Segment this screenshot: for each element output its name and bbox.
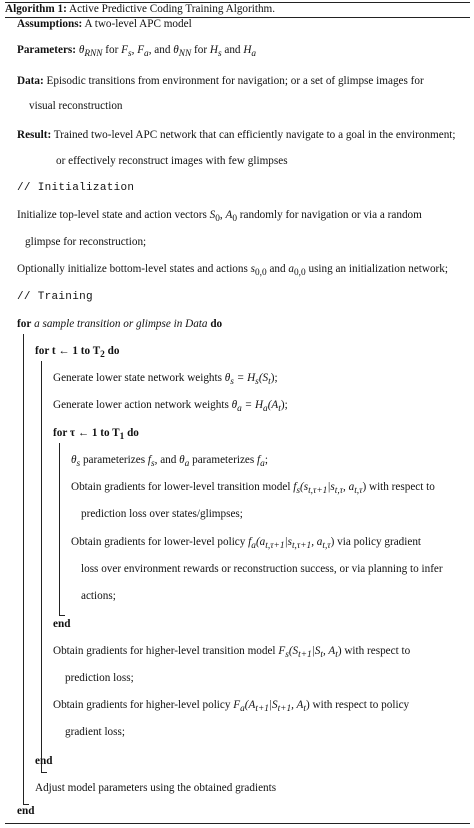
keyword-for: for	[35, 345, 50, 357]
data-line-2: visual reconstruction	[29, 100, 123, 112]
sub: 0,0	[255, 268, 267, 279]
lower-policy-line-3: actions;	[81, 590, 116, 602]
keyword-do: do	[124, 427, 139, 439]
result-line-2: or effectively reconstruct images with few glimpses	[56, 155, 288, 167]
math: θ	[71, 454, 77, 466]
bottom-rule	[5, 823, 470, 824]
data-text: Episodic transitions from environment for navigation; or a set of glimpse images for	[46, 75, 424, 87]
data-line-1	[17, 75, 424, 88]
text: Obtain gradients for lower-level policy	[71, 536, 249, 548]
text: Obtain gradients for higher-level policy	[53, 699, 234, 711]
text: ,	[219, 209, 226, 221]
keyword-for: for	[17, 318, 32, 330]
parameters-label: Parameters:	[17, 44, 77, 56]
text: parameterizes	[80, 454, 148, 466]
assumptions-line	[17, 18, 192, 31]
text: Generate lower state network weights	[53, 372, 225, 384]
sub: s	[150, 459, 155, 470]
text: and	[221, 44, 244, 56]
text: τ ← 1 to T	[67, 427, 120, 439]
math: , A	[291, 699, 304, 711]
sub: s	[255, 377, 259, 388]
sub: 0	[215, 214, 220, 225]
math: = H	[233, 372, 256, 384]
tau-for-line	[53, 427, 139, 443]
lower-policy-line-2: loss over environment rewards or reconstruction success, or via planning to infer	[81, 563, 443, 575]
sub: 2	[100, 350, 105, 361]
sub: 1	[119, 432, 125, 443]
sub: a	[260, 459, 265, 470]
sub: t,τ	[334, 486, 344, 497]
sub: a	[263, 404, 268, 415]
math: (S	[258, 372, 269, 384]
math: A	[225, 209, 233, 221]
text: ) with respect to	[337, 645, 411, 657]
sub: s	[217, 49, 222, 60]
math: θ	[224, 372, 231, 384]
text: , and	[148, 44, 174, 56]
sub: 0	[232, 214, 237, 225]
adjust-line: Adjust model parameters using the obtained gradients	[35, 782, 277, 794]
math: |s	[284, 536, 292, 548]
sub: 0,0	[294, 268, 306, 279]
math: |s	[327, 481, 335, 493]
lower-policy-line-1	[71, 536, 421, 552]
math: f	[257, 454, 261, 466]
text: for	[191, 44, 210, 56]
sub: t,τ	[322, 541, 331, 552]
sub: s	[296, 486, 300, 497]
result-text: Trained two-level APC network that can efficiently navigate to a goal in the environment;	[53, 129, 456, 141]
math: (s	[299, 481, 309, 493]
t-loop-bracket-foot	[41, 772, 47, 773]
sub: a	[237, 404, 242, 415]
init-line-3	[17, 263, 448, 279]
algorithm-box	[5, 0, 470, 826]
sub: a	[251, 49, 257, 60]
text: Optionally initialize bottom-level states and actions	[17, 263, 251, 275]
sub: t	[335, 650, 338, 661]
sub: t	[303, 704, 306, 715]
end-t-loop: end	[35, 755, 53, 767]
math: , a	[311, 536, 323, 548]
sub: a	[240, 704, 245, 715]
lower-transition-line-1	[71, 481, 435, 497]
sub: t,τ+1	[291, 541, 312, 552]
math: f	[147, 454, 151, 466]
theta-nn: θ	[173, 44, 179, 56]
lower-transition-line-2: prediction loss over states/glimpses;	[81, 508, 243, 520]
sub: t,τ+1	[308, 486, 328, 497]
parameters-line	[17, 44, 256, 60]
sub: s	[230, 377, 234, 388]
assumptions-text: A two-level APC model	[84, 18, 192, 30]
sub: t+1	[298, 650, 312, 661]
math: S	[209, 209, 216, 221]
gen-state-weights-line	[53, 372, 278, 388]
text: randomly for navigation or via a random	[236, 209, 422, 221]
math: F	[121, 44, 128, 56]
higher-policy-line-2: gradient loss;	[65, 726, 125, 738]
higher-policy-line-1	[53, 699, 409, 715]
sub: t	[278, 404, 281, 415]
math: s	[250, 263, 255, 275]
math: , A	[322, 645, 336, 657]
sub: NN	[178, 49, 192, 60]
text: ;	[264, 454, 268, 466]
result-label: Result:	[17, 129, 52, 141]
result-line-1	[17, 129, 456, 142]
sub: a	[144, 49, 149, 60]
text: Obtain gradients for lower-level transition model	[71, 481, 294, 493]
math: H	[243, 44, 252, 56]
math: H	[209, 44, 218, 56]
text: Initialize top-level state and action vectors	[17, 209, 210, 221]
math: F	[233, 699, 241, 711]
text: Obtain gradients for higher-level transition model	[53, 645, 279, 657]
math: |S	[268, 699, 278, 711]
comment-initialization: // Initialization	[17, 182, 135, 194]
assumptions-label: Assumptions:	[17, 18, 83, 30]
math: (A	[244, 699, 256, 711]
t-for-line	[35, 345, 119, 361]
math: F	[278, 645, 286, 657]
outer-for-line	[17, 318, 222, 331]
parameterizes-line	[71, 454, 268, 470]
keyword-for: for	[53, 427, 68, 439]
sub: s	[127, 49, 132, 60]
condition: a sample transition or glimpse in Data	[31, 318, 211, 330]
tau-loop-bracket	[59, 443, 60, 615]
end-tau-loop: end	[53, 618, 71, 630]
math: f	[248, 536, 252, 548]
outer-loop-bracket	[23, 334, 24, 804]
math: θ	[179, 454, 185, 466]
algorithm-label: Algorithm 1:	[5, 3, 67, 15]
math: f	[293, 481, 297, 493]
sub: s	[285, 650, 289, 661]
sub: t,τ	[354, 486, 363, 497]
math: θ	[231, 399, 238, 411]
math: (a	[255, 536, 266, 548]
higher-transition-line-1	[53, 645, 410, 661]
algorithm-caption	[5, 3, 275, 16]
init-line-1	[17, 209, 422, 225]
higher-transition-line-2: prediction loss;	[65, 672, 134, 684]
sub: t+1	[277, 704, 292, 715]
text: );	[280, 399, 288, 411]
text: , and	[154, 454, 180, 466]
text: );	[270, 372, 278, 384]
init-line-2: glimpse for reconstruction;	[25, 236, 147, 248]
math: a	[288, 263, 295, 275]
text: parameterizes	[189, 454, 258, 466]
sub: t,τ+1	[265, 541, 285, 552]
keyword-do: do	[104, 345, 120, 357]
math: (S	[288, 645, 299, 657]
text: ) with respect to	[362, 481, 435, 493]
math: (A	[267, 399, 279, 411]
theta-rnn: θ	[78, 44, 85, 56]
sub: t	[320, 650, 323, 661]
math: F	[137, 44, 145, 56]
end-outer-loop: end	[17, 805, 35, 817]
text: and	[266, 263, 289, 275]
math: |S	[311, 645, 321, 657]
data-label: Data:	[17, 75, 44, 87]
keyword-do: do	[210, 318, 223, 330]
text: for	[102, 44, 122, 56]
algorithm-title: Active Predictive Coding Training Algorithm.	[69, 3, 276, 15]
text: Generate lower action network weights	[53, 399, 232, 411]
math: , a	[343, 481, 355, 493]
text: using an initialization network;	[305, 263, 448, 275]
text: ) with respect to policy	[305, 699, 410, 711]
sub: a	[184, 459, 190, 470]
tau-loop-bracket-foot	[59, 615, 65, 616]
sub: t	[268, 377, 271, 388]
sub: s	[76, 459, 81, 470]
sub: t+1	[255, 704, 269, 715]
text: t ← 1 to T	[49, 345, 101, 357]
t-loop-bracket	[41, 361, 42, 772]
text: ,	[131, 44, 138, 56]
comment-training: // Training	[17, 291, 93, 303]
gen-action-weights-line	[53, 399, 288, 415]
text: ) via policy gradient	[330, 536, 422, 548]
sub: a	[251, 541, 256, 552]
sub: RNN	[84, 49, 103, 60]
math: = H	[241, 399, 264, 411]
